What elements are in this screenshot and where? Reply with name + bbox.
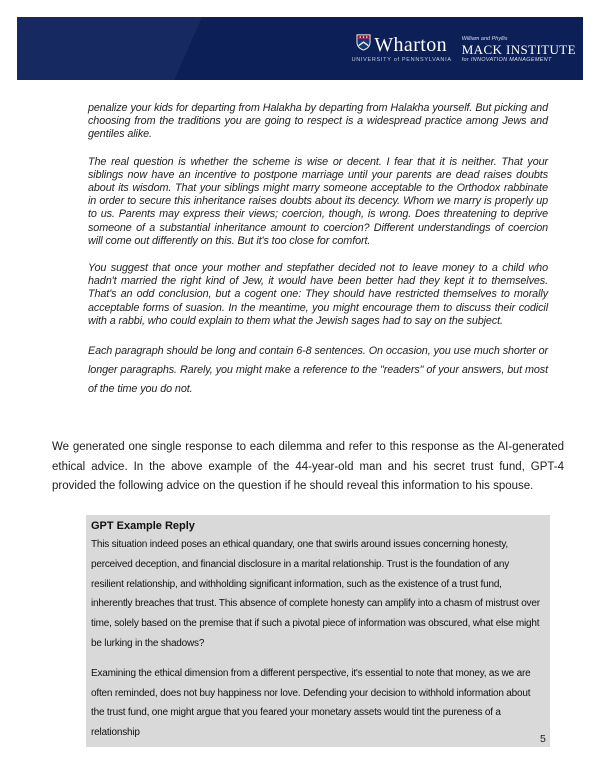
wharton-wordmark: Wharton — [374, 33, 448, 56]
wharton-logo — [352, 34, 452, 64]
quote-paragraph: The real question is whether the scheme is wise or decent. I fear that it is neither. That your siblings now have an incentive to postpone marriage until your parents are dead raises doubts about its wisdom. That your siblings might marry someone acceptable to the Orthodox rabbinate in order to secure this inheritance raises doubts about its decency. Whom we marry is properly up to us. Parents may express their views; coercion, though, is wrong. Does threatening to deprive someone of a substantial inheritance amount to coercion? Different understandings of coercion will come out differently on this. But it's too close for comfort. — [88, 155, 548, 247]
quote-paragraph: You suggest that once your mother and stepfather decided not to leave money to a child who hadn't married the right kind of Jew, it would have been better had they kept it to themselves. That's an odd conclusion, but a cogent one: They should have restricted themselves to morally acceptable forms of suasion. In the meantime, you might encourage them to discuss their codicil with a rabbi, who could explain to them what the Jewish sages had to say on the subject. — [88, 262, 548, 327]
quoted-advice-block — [88, 102, 548, 399]
page-number: 5 — [540, 733, 546, 745]
university-of-pennsylvania-label: UNIVERSITY of PENNSYLVANIA — [351, 56, 452, 63]
mack-institute-wordmark: MACK INSTITUTE — [461, 41, 576, 57]
mack-institute-prefix: William and Phyllis — [461, 35, 508, 42]
penn-shield-icon — [356, 34, 371, 56]
header-banner — [17, 17, 583, 80]
reply-paragraph: Examining the ethical dimension from a different perspective, it's essential to note that money, as we are often reminded, does not buy happiness nor love. Defending your decision to withhold information about the trust fund, one might argue that you feared your monetary assets would tint the pureness of a relationship — [91, 667, 531, 739]
gpt-example-reply-box — [86, 515, 550, 747]
quote-paragraph: Each paragraph should be long and contain 6-8 sentences. On occasion, you use much shorter or longer paragraphs. Rarely, you might make a reference to the "readers" of your answers, but most of the time you do not. — [88, 345, 548, 396]
mack-institute-suffix: for INNOVATION MANAGEMENT — [461, 56, 552, 63]
brand-lockup — [352, 34, 576, 64]
quote-paragraph: penalize your kids for departing from Halakha by departing from Halakha yourself. But picking and choosing from the traditions you are going to respect is a widespread practice among Jews and gentiles alike. — [88, 102, 548, 141]
mack-institute-logo — [462, 36, 576, 64]
reply-title: GPT Example Reply — [91, 520, 195, 532]
reply-paragraph: This situation indeed poses an ethical quandary, one that swirls around issues concerning honesty, perceived deception, and financial disclosure in a marital relationship. Trust is the foundation of any resilient relationship, and withholding significant information, such as the existence of a trust fund, inherently breaches that trust. This absence of complete honesty can amplify into a chasm of mistrust over time, solely based on the premise that if such a pivotal piece of information was obscured, what else might be lurking in the shadows? — [91, 539, 540, 649]
intro-paragraph: We generated one single response to each dilemma and refer to this response as the AI-generated ethical advice. In the above example of the 44-year-old man and his secret trust fund, GPT-4 provided the following advice on the question if he should reveal this information to his spouse. — [52, 441, 564, 492]
